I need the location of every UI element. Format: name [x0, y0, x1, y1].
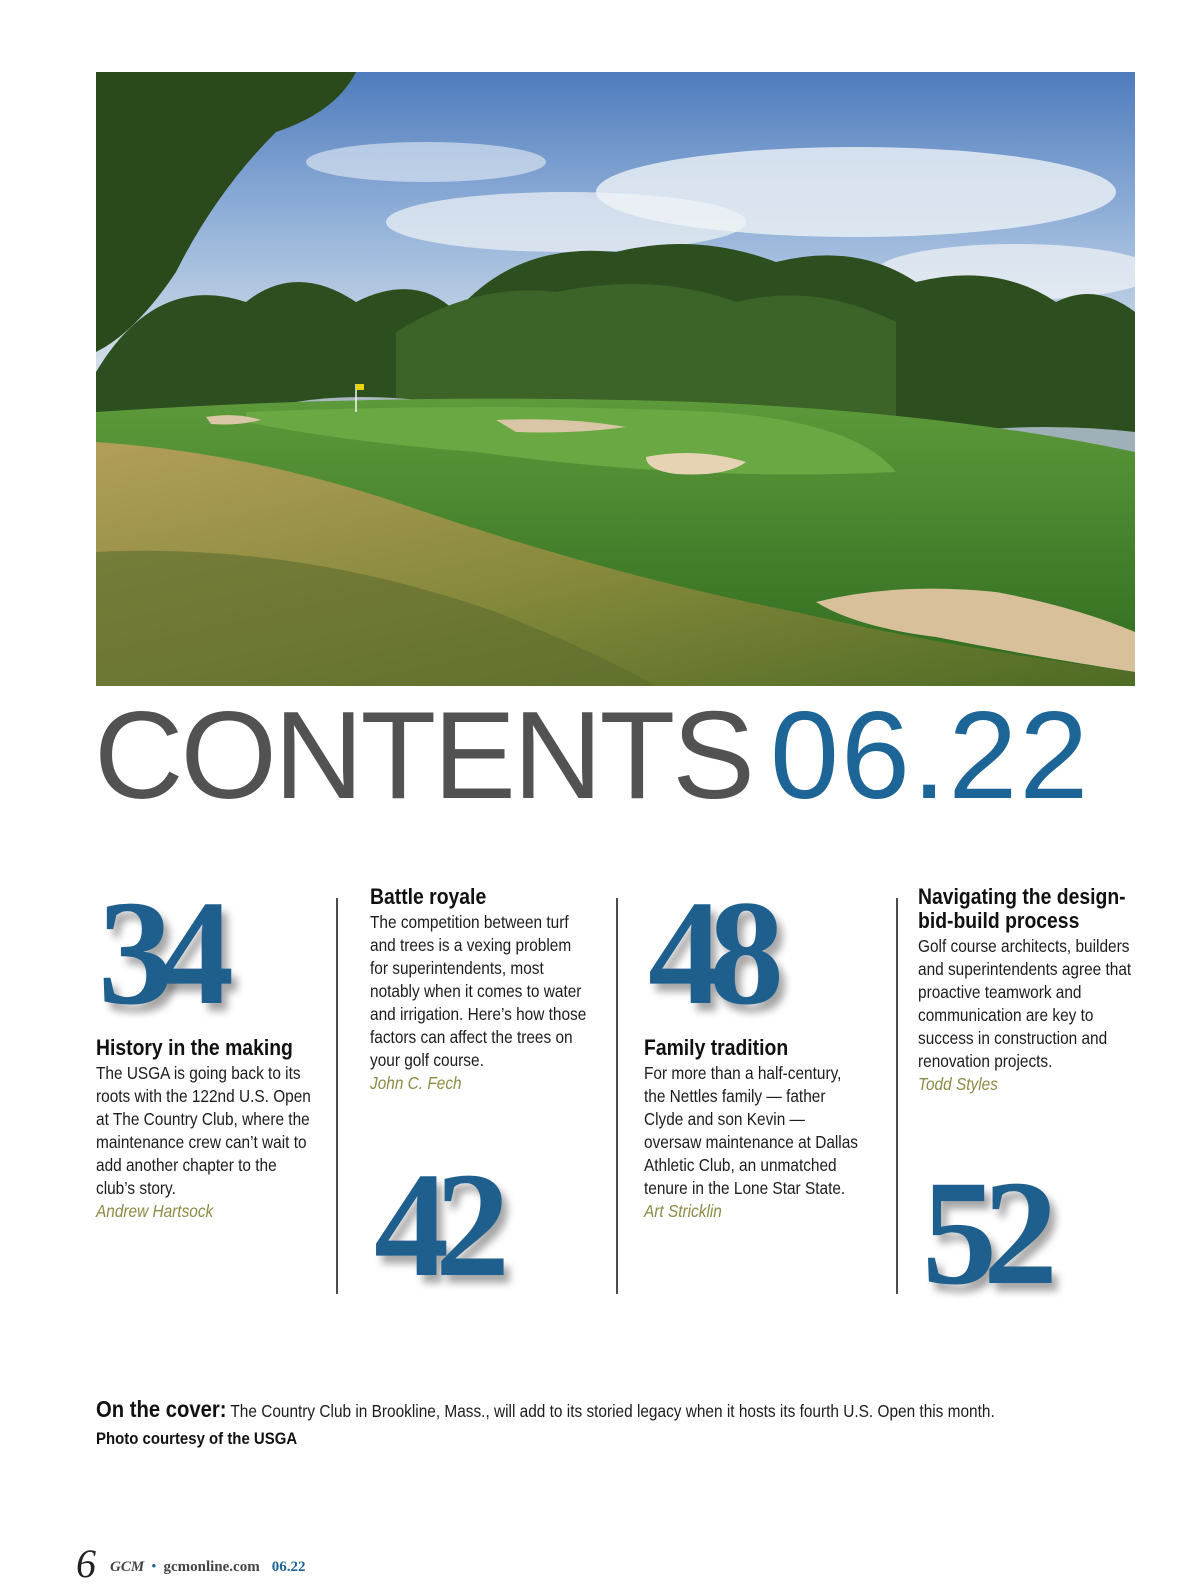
- story-family-tradition[interactable]: [644, 1036, 869, 1223]
- story-headline: Battle royale: [370, 884, 487, 909]
- page-footer: [76, 1540, 305, 1587]
- photo-credit: Photo courtesy of the USGA: [96, 1429, 298, 1448]
- cover-photo: [96, 72, 1135, 686]
- cover-caption: [96, 1396, 1002, 1449]
- page-number-52: 52: [922, 1150, 1044, 1316]
- story-author: John C. Fech: [370, 1073, 462, 1093]
- issue-date: 06.22: [770, 687, 1091, 825]
- page-title: [94, 687, 1091, 825]
- folio-page-number: 6: [76, 1541, 96, 1586]
- story-headline: History in the making: [96, 1035, 293, 1060]
- story-headline: Family tradition: [644, 1035, 789, 1060]
- story-author: Todd Styles: [918, 1074, 998, 1094]
- story-headline: Navigating the design-bid-build process: [918, 884, 1126, 933]
- column-divider: [616, 898, 618, 1294]
- story-summary: For more than a half-century, the Nettles family — father Clyde and son Kevin — oversaw maintenance at Dallas Athletic Club, an unmatched tenure in the Lone Star State.: [644, 1063, 859, 1198]
- story-summary: Golf course architects, builders and superintendents agree that proactive teamwork and communication are key to success in construction and renovation projects.: [918, 936, 1132, 1071]
- page-number-48: 48: [648, 870, 770, 1036]
- golf-course-illustration: [96, 72, 1135, 686]
- story-summary: The USGA is going back to its roots with the 122nd U.S. Open at The Country Club, where the maintenance crew can’t wait to add another chapter to the club’s story.: [96, 1063, 311, 1198]
- story-design-bid-build[interactable]: [918, 885, 1143, 1096]
- story-author: Art Stricklin: [644, 1201, 722, 1221]
- page-number-42: 42: [374, 1142, 496, 1308]
- story-history-in-the-making[interactable]: [96, 1036, 321, 1223]
- story-battle-royale[interactable]: [370, 885, 595, 1095]
- column-divider: [336, 898, 338, 1294]
- folio-website-link[interactable]: gcmonline.com: [163, 1559, 260, 1575]
- cover-caption-text: The Country Club in Brookline, Mass., will add to its storied legacy when it hosts its fourth U.S. Open this month.: [230, 1401, 995, 1421]
- story-author: Andrew Hartsock: [96, 1201, 214, 1221]
- story-summary: The competition between turf and trees is a vexing problem for superintendents, most notably when it comes to water and irrigation. Here’s how those factors can affect the trees on your golf course.: [370, 912, 587, 1070]
- folio-magazine: GCM: [110, 1559, 145, 1575]
- contents-word: CONTENTS: [94, 687, 752, 825]
- cover-caption-lead: On the cover:: [96, 1396, 227, 1422]
- column-divider: [896, 898, 898, 1294]
- page-number-34: 34: [98, 870, 220, 1036]
- folio-separator: •: [151, 1559, 157, 1575]
- folio-issue: 06.22: [271, 1559, 306, 1575]
